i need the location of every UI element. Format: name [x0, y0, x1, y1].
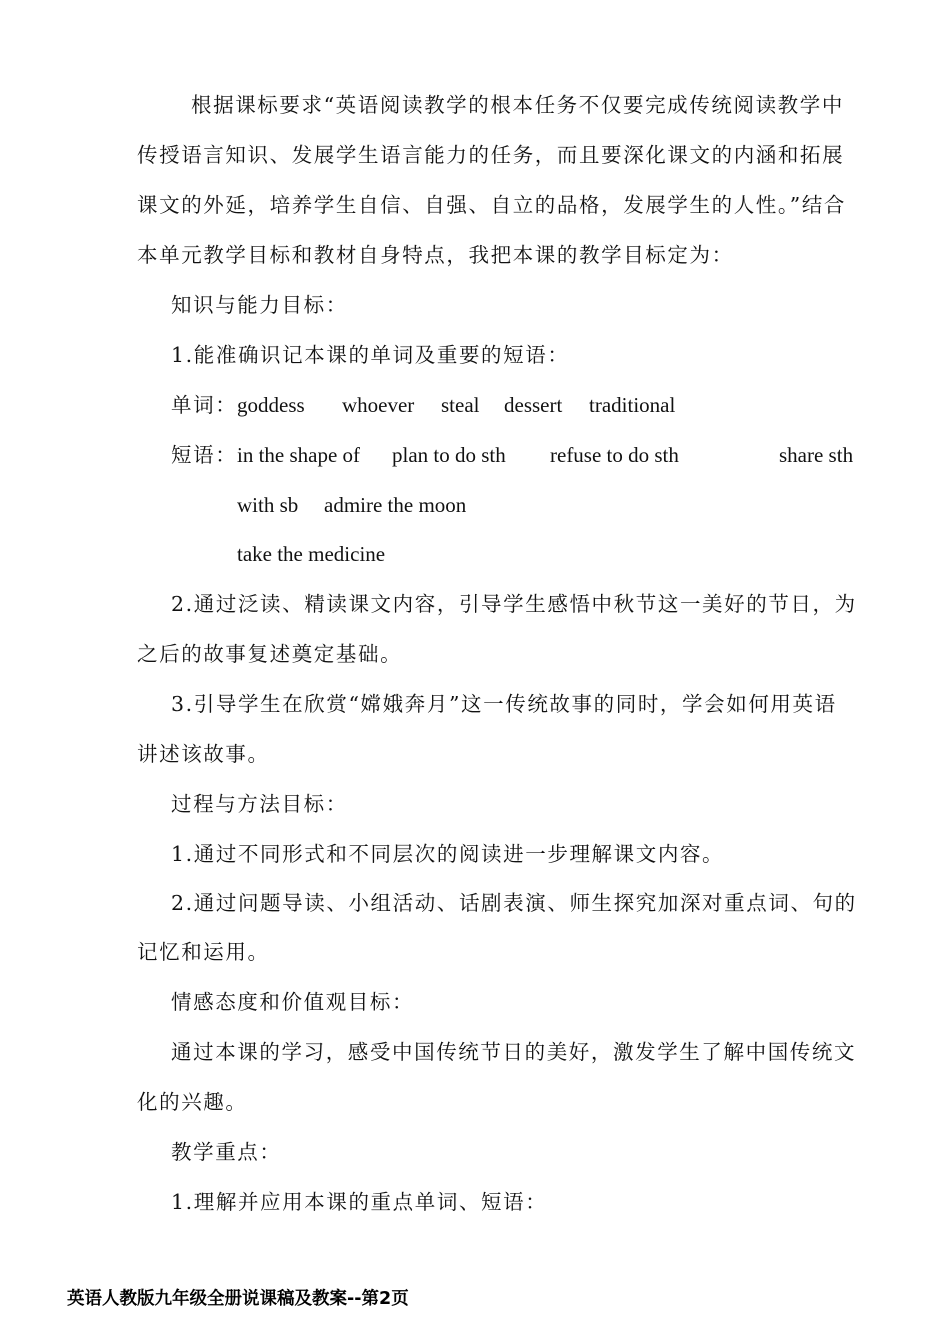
word-traditional: traditional	[589, 393, 676, 417]
intro-line-4: 本单元教学目标和教材自身特点，我把本课的教学目标定为：	[137, 243, 734, 267]
phrases-label: 短语：	[171, 443, 238, 467]
knowledge-item-3-line-2: 讲述该故事。	[137, 742, 270, 766]
intro-line-1: 根据课标要求“英语阅读教学的根本任务不仅要完成传统阅读教学中	[191, 93, 844, 117]
key-points-heading: 教学重点：	[171, 1140, 282, 1164]
word-dessert: dessert	[504, 393, 563, 417]
word-whoever: whoever	[342, 393, 415, 417]
knowledge-item-3-line-1: 3.引导学生在欣赏“嫦娥奔月”这一传统故事的同时，学会如何用英语	[171, 692, 837, 716]
phrase-with-sb: with sb	[237, 493, 299, 517]
intro-line-3: 课文的外延，培养学生自信、自强、自立的品格，发展学生的人性。”结合	[137, 193, 847, 217]
key-points-item-1: 1.理解并应用本课的重点单词、短语：	[171, 1190, 548, 1214]
emotion-body-line-1: 通过本课的学习，感受中国传统节日的美好，激发学生了解中国传统文	[171, 1040, 857, 1064]
process-item-2-line-2: 记忆和运用。	[137, 940, 270, 964]
word-goddess: goddess	[237, 393, 305, 417]
process-heading: 过程与方法目标：	[171, 792, 348, 816]
phrase-admire-the-moon: admire the moon	[324, 493, 467, 517]
phrase-refuse-to-do: refuse to do sth	[550, 443, 679, 467]
word-steal: steal	[441, 393, 480, 417]
phrase-plan-to-do: plan to do sth	[392, 443, 506, 467]
page-footer: 英语人教版九年级全册说课稿及教案--第2页	[67, 1289, 409, 1309]
emotion-heading: 情感态度和价值观目标：	[171, 990, 415, 1014]
words-label: 单词：	[171, 393, 238, 417]
emotion-body-line-2: 化的兴趣。	[137, 1090, 248, 1114]
knowledge-item-2-line-2: 之后的故事复述奠定基础。	[137, 642, 403, 666]
knowledge-heading: 知识与能力目标：	[171, 293, 348, 317]
knowledge-item-2-line-1: 2.通过泛读、精读课文内容，引导学生感悟中秋节这一美好的节日，为	[171, 592, 857, 616]
phrase-in-the-shape-of: in the shape of	[237, 443, 361, 467]
process-item-1: 1.通过不同形式和不同层次的阅读进一步理解课文内容。	[171, 842, 725, 866]
knowledge-item-1: 1.能准确识记本课的单词及重要的短语：	[171, 343, 570, 367]
phrase-share-sth: share sth	[779, 443, 854, 467]
phrase-take-the-medicine: take the medicine	[237, 542, 386, 566]
intro-line-2: 传授语言知识、发展学生语言能力的任务，而且要深化课文的内涵和拓展	[137, 143, 845, 167]
process-item-2-line-1: 2.通过问题导读、小组活动、话剧表演、师生探究加深对重点词、句的	[171, 891, 857, 915]
